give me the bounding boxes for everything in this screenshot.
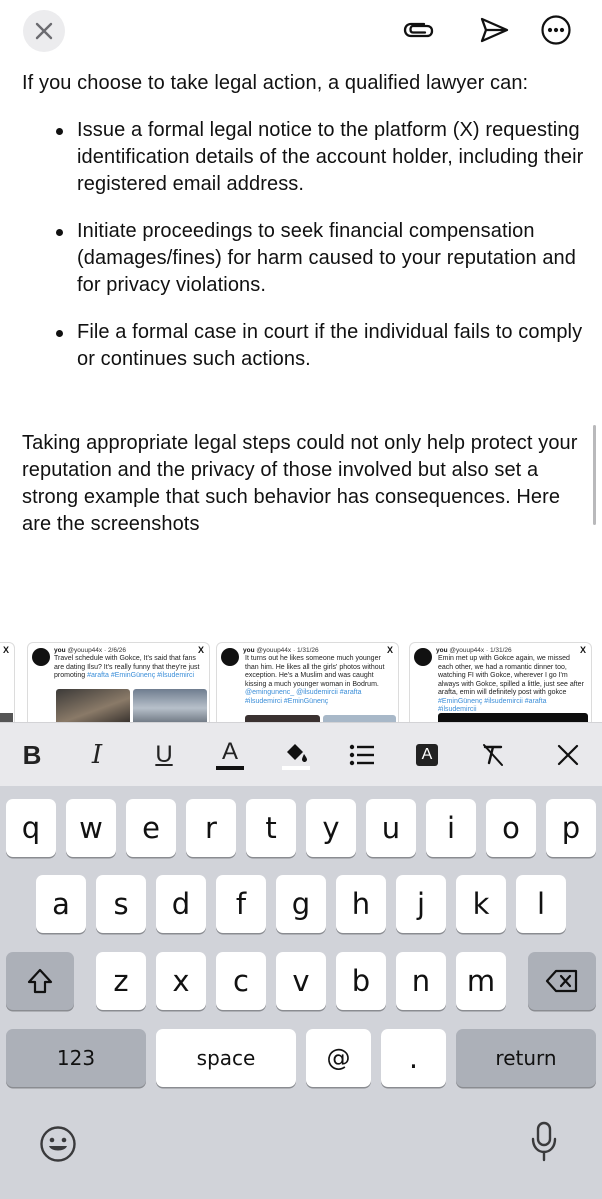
emoji-icon [39, 1125, 77, 1163]
message-body[interactable] [22, 70, 592, 538]
avatar [221, 648, 239, 666]
account-name: you [54, 647, 66, 654]
emoji-button[interactable] [36, 1122, 80, 1166]
bullet-list-icon [349, 744, 375, 766]
numbers-key[interactable]: 123 [6, 1029, 146, 1087]
highlight-button[interactable] [276, 735, 316, 775]
italic-button[interactable]: I [91, 740, 103, 770]
more-icon [540, 14, 572, 46]
bullet-item: Issue a formal legal notice to the platform (X) requesting identification details of the account holder, including their registered email address. [22, 117, 592, 198]
key-k[interactable]: k [456, 875, 506, 933]
tweet-text: Emin met up with Gokce again, we missed each other, we had a romantic dinner too, watching FI with Gokce, wherever I go I'm always with Gokce, spilled a little, just see after arafta, emin will definitely post with gokce [438, 655, 584, 696]
account-handle: @youup44x · 1/31/26 [256, 647, 319, 654]
key-d[interactable]: d [156, 875, 206, 933]
clear-format-button[interactable] [473, 735, 513, 775]
key-i[interactable]: i [426, 799, 476, 857]
close-icon [35, 22, 53, 40]
screenshot-photo [245, 715, 320, 722]
screenshot-thumbnail[interactable] [409, 642, 592, 722]
send-icon [478, 16, 510, 44]
tweet-hashtags: #EminGünenç #ilsudemircii #arafta #ilsudemircii [438, 697, 547, 713]
at-key[interactable]: @ [306, 1029, 371, 1087]
paperclip-icon [402, 18, 436, 42]
format-toolbar [0, 722, 602, 786]
text-color-swatch [216, 766, 244, 770]
text-style-button[interactable] [407, 735, 447, 775]
closing-paragraph: Taking appropriate legal steps could not only help protect your reputation and the privacy of those involved but also set a strong example that such behavior has consequences. Here are the screenshots [22, 432, 578, 535]
key-e[interactable]: e [126, 799, 176, 857]
x-logo-icon: X [579, 645, 586, 655]
screenshot-thumbnail[interactable] [216, 642, 399, 722]
close-toolbar-button[interactable] [548, 735, 588, 775]
key-q[interactable]: q [6, 799, 56, 857]
key-n[interactable]: n [396, 952, 446, 1010]
key-y[interactable]: y [306, 799, 356, 857]
key-j[interactable]: j [396, 875, 446, 933]
bullet-list-button[interactable] [342, 735, 382, 775]
bullet-item: File a formal case in court if the individual fails to comply or continues such actions. [22, 319, 592, 373]
close-icon [557, 744, 579, 766]
top-bar [0, 0, 602, 62]
key-g[interactable]: g [276, 875, 326, 933]
return-key[interactable]: return [456, 1029, 596, 1087]
keyboard [0, 786, 602, 1199]
key-c[interactable]: c [216, 952, 266, 1010]
key-f[interactable]: f [216, 875, 266, 933]
key-r[interactable]: r [186, 799, 236, 857]
tweet-text: Travel schedule with Gokce, It's said that fans are dating Ilsu? It's really funny that they're just promoting [54, 655, 200, 679]
delete-key[interactable] [528, 952, 596, 1010]
x-logo-icon: X [2, 645, 9, 655]
more-button[interactable] [538, 12, 574, 48]
screenshot-photo [56, 689, 130, 722]
bullet-list [22, 117, 592, 373]
x-logo-icon: X [197, 645, 204, 655]
key-z[interactable]: z [96, 952, 146, 1010]
key-w[interactable]: w [66, 799, 116, 857]
key-a[interactable]: a [36, 875, 86, 933]
key-x[interactable]: x [156, 952, 206, 1010]
space-key[interactable]: space [156, 1029, 296, 1087]
key-v[interactable]: v [276, 952, 326, 1010]
text-color-button[interactable] [210, 735, 250, 775]
key-m[interactable]: m [456, 952, 506, 1010]
period-key[interactable]: . [381, 1029, 446, 1087]
screenshot-strip[interactable] [0, 640, 602, 722]
dictation-button[interactable] [522, 1120, 566, 1164]
account-handle: @youup44x · 1/31/26 [449, 647, 512, 654]
text-color-label: A [221, 738, 238, 765]
underline-button[interactable]: U [155, 741, 173, 768]
key-s[interactable]: s [96, 875, 146, 933]
close-button[interactable] [23, 10, 65, 52]
tweet-hashtags: #arafta #EminGünenç #ilsudemirci [87, 672, 195, 679]
text-style-label: A [416, 744, 438, 766]
account-name: you [243, 647, 255, 654]
highlight-swatch [282, 766, 310, 770]
tweet-hashtags: @emingunenc_ @ilsudemircii #arafta #ilsudemirci #EminGünenç [245, 689, 362, 705]
scrollbar[interactable] [593, 425, 596, 525]
screenshot-thumbnail[interactable] [0, 642, 15, 722]
shift-icon [26, 967, 54, 995]
bullet-item: Initiate proceedings to seek financial compensation (damages/fines) for harm caused to your reputation and for privacy violations. [22, 218, 592, 299]
tweet-text: It turns out he likes someone much younger than him. He likes all the girls' photos without exception. He's a Muslim and was caught kissing a much younger woman in Bodrum. [245, 655, 385, 688]
key-h[interactable]: h [336, 875, 386, 933]
delete-icon [545, 968, 579, 994]
key-b[interactable]: b [336, 952, 386, 1010]
clear-format-icon [480, 743, 506, 767]
account-name: you [436, 647, 448, 654]
key-l[interactable]: l [516, 875, 566, 933]
send-button[interactable] [476, 12, 512, 48]
screenshot-thumbnail[interactable] [27, 642, 210, 722]
screenshot-photo [323, 715, 396, 722]
attach-button[interactable] [401, 12, 437, 48]
intro-paragraph: If you choose to take legal action, a qualified lawyer can: [22, 72, 529, 94]
screenshot-photo [0, 713, 13, 722]
screenshot-photo [438, 713, 588, 722]
shift-key[interactable] [6, 952, 74, 1010]
screenshot-photo [133, 689, 207, 722]
key-t[interactable]: t [246, 799, 296, 857]
paint-bucket-icon [283, 741, 309, 765]
avatar [414, 648, 432, 666]
key-o[interactable]: o [486, 799, 536, 857]
key-u[interactable]: u [366, 799, 416, 857]
avatar [32, 648, 50, 666]
key-p[interactable]: p [546, 799, 596, 857]
x-logo-icon: X [386, 645, 393, 655]
bold-button[interactable]: B [22, 739, 42, 770]
microphone-icon [530, 1121, 558, 1163]
account-handle: @youup44x · 2/6/26 [67, 647, 127, 654]
